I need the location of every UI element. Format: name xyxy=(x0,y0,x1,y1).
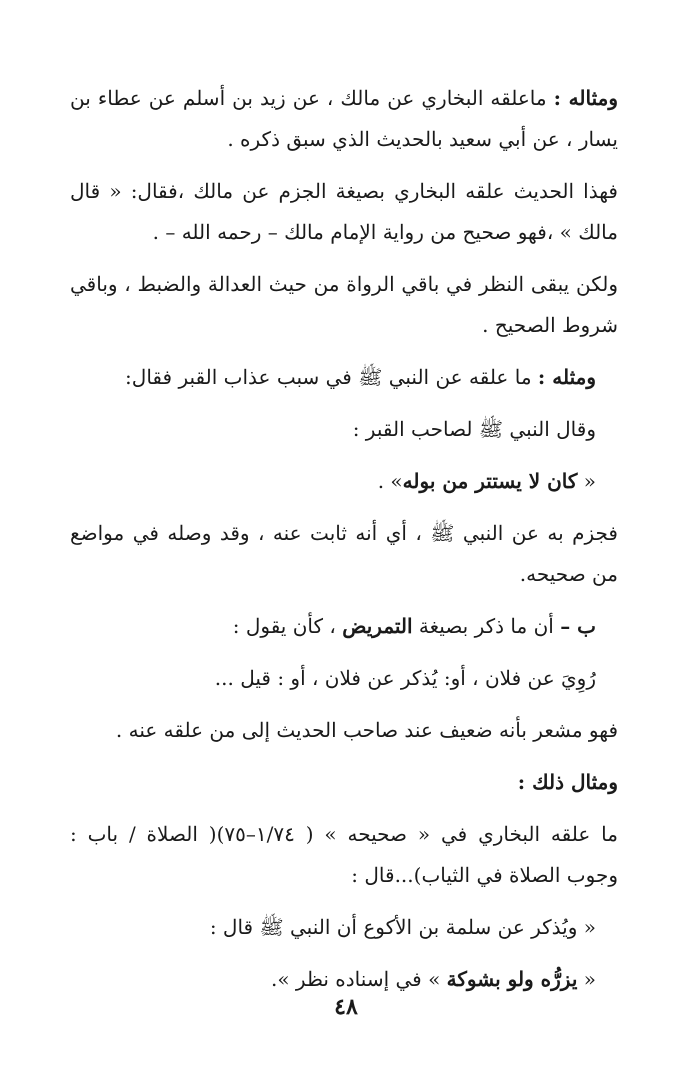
section-b-text-1: أن ما ذكر بصيغة xyxy=(412,614,561,638)
paragraph-weakness-note xyxy=(70,710,644,751)
jazm-conclusion-text: فجزم به عن النبي ﷺ ، أي أنه ثابت عنه ، وقد وصله في مواضع من صحيحه. xyxy=(70,521,618,586)
isnad-note-text: » في إسناده نظر ». xyxy=(270,967,447,991)
page-number: ٤٨ xyxy=(334,994,358,1020)
example-2-text: ما علقه عن النبي ﷺ في سبب عذاب القبر فقال: xyxy=(125,365,538,389)
weakness-note-text: فهو مشعر بأنه ضعيف عند صاحب الحديث إلى من علقه عنه . xyxy=(115,718,618,742)
paragraph-prophet-said xyxy=(70,409,644,450)
paragraph-tamreed-forms xyxy=(70,658,644,699)
quote-open-mark: « xyxy=(577,469,596,493)
quote-close-mark: » . xyxy=(377,469,403,493)
narrators-note-text: ولكن يبقى النظر في باقي الرواة من حيث العدالة والضبط ، وباقي شروط الصحيح . xyxy=(70,272,618,337)
section-b-marker: ب – xyxy=(560,614,596,638)
hadith-quote-2: يزرُّه ولو بشوكة xyxy=(446,967,578,991)
paragraph-jazm-conclusion xyxy=(70,513,644,595)
tamreed-term: التمريض xyxy=(342,614,413,638)
tamreed-forms-text: رُوِيَ عن فلان ، أو: يُذكر عن فلان ، أو : قيل ... xyxy=(214,666,596,690)
quote-2-open-mark: « xyxy=(577,967,596,991)
bukhari-reference-text: ما علقه البخاري في « صحيحه » ( ١/٧٤–٧٥)( الصلاة / باب : وجوب الصلاة في الثياب)...قال : xyxy=(70,822,618,887)
jazm-explanation-text: فهذا الحديث علقه البخاري بصيغة الجزم عن مالك ،فقال: « قال مالك » ،فهو صحيح من رواية الإمام مالك – رحمه الله – . xyxy=(70,179,618,244)
paragraph-example-heading xyxy=(70,762,644,803)
example-heading: ومثاله : xyxy=(553,86,618,110)
paragraph-bukhari-reference xyxy=(70,814,644,896)
paragraph-salama-narration xyxy=(70,907,644,948)
paragraph-section-b xyxy=(70,606,644,647)
example-1-text: ماعلقه البخاري عن مالك ، عن زيد بن أسلم عن عطاء بن يسار ، عن أبي سعيد بالحديث الذي سبق ذكره . xyxy=(70,86,618,151)
paragraph-example-1 xyxy=(70,78,644,160)
example-2-heading: ومثله : xyxy=(537,365,596,389)
paragraph-example-2 xyxy=(70,357,644,398)
section-b-text-2: ، كأن يقول : xyxy=(232,614,343,638)
example-of-that-heading: ومثال ذلك : xyxy=(517,770,618,794)
paragraph-narrators-note xyxy=(70,264,644,346)
paragraph-hadith-quote-1 xyxy=(70,461,644,502)
paragraph-jazm-explanation xyxy=(70,171,644,253)
salama-narration-text: « ويُذكر عن سلمة بن الأكوع أن النبي ﷺ قال : xyxy=(209,915,596,939)
page-body xyxy=(70,78,644,1000)
prophet-said-text: وقال النبي ﷺ لصاحب القبر : xyxy=(352,417,596,441)
hadith-quote-1: كان لا يستتر من بوله xyxy=(402,469,578,493)
